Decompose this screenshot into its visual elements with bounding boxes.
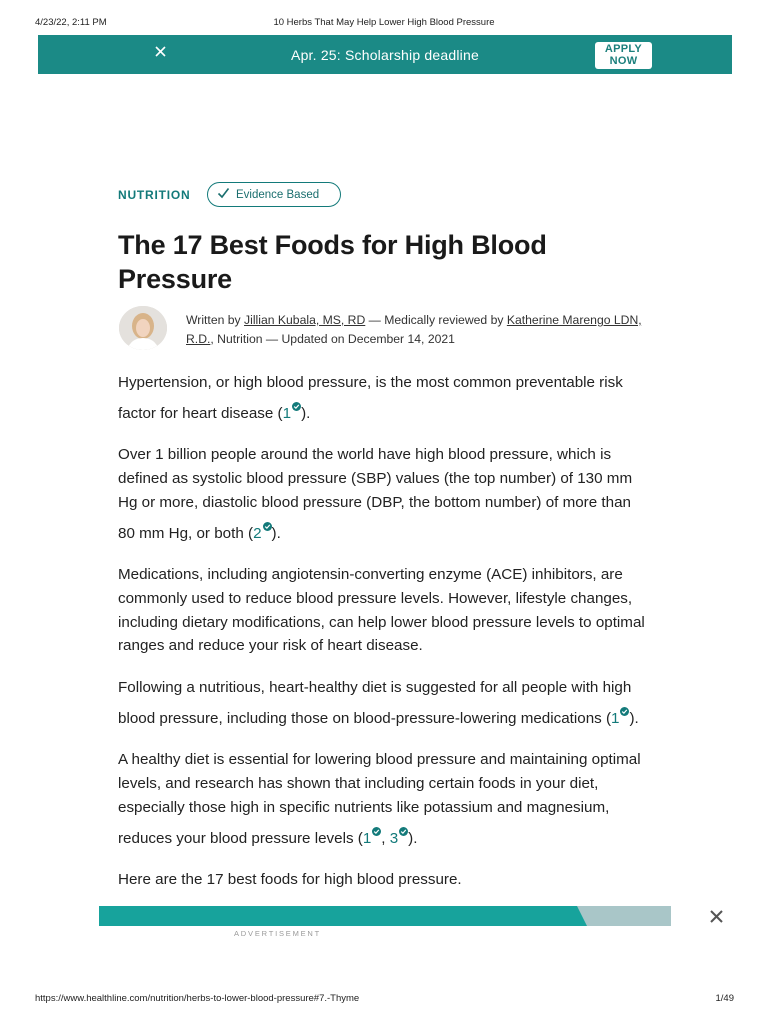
paragraph-text: ).	[408, 829, 418, 847]
citation-link[interactable]: 2	[253, 524, 262, 542]
verified-source-icon	[292, 395, 301, 404]
apply-now-button[interactable]	[595, 42, 652, 69]
paragraph-text: ).	[629, 709, 639, 727]
print-header	[0, 17, 768, 31]
apply-button-line1: APPLY	[604, 43, 643, 55]
byline-written-by: Written by	[186, 313, 241, 327]
evidence-based-badge[interactable]	[207, 182, 341, 207]
citation-link[interactable]: 3	[389, 829, 399, 847]
byline	[186, 311, 656, 349]
paragraph-text: Following a nutritious, heart-healthy diet is suggested for all people with high blood pressure, including those on blood-pressure-lowering medications (	[118, 679, 632, 727]
paragraph-6: Here are the 17 best foods for high blood pressure.	[118, 871, 462, 889]
paragraph-text: A healthy diet is essential for lowering blood pressure and maintaining optimal levels, and research has shown that including certain foods in your diet, especially those high in specific nutrients like potassium and magnesium, reduces your blood pressure levels (	[118, 751, 641, 847]
print-footer	[0, 993, 768, 1007]
advertisement-banner[interactable]	[99, 906, 671, 926]
print-datetime: 4/23/22, 2:11 PM	[35, 17, 107, 28]
byline-reviewed-by: — Medically reviewed by	[365, 313, 507, 327]
paragraph-text: ).	[301, 404, 311, 422]
article-title: The 17 Best Foods for High Blood Pressure	[118, 230, 547, 294]
scholarship-banner	[38, 35, 732, 74]
article-body	[118, 371, 648, 910]
paragraph-text: ).	[271, 524, 281, 542]
category-link[interactable]: NUTRITION	[118, 188, 191, 202]
apply-button-line2: NOW	[609, 54, 638, 67]
author-link[interactable]: Jillian Kubala, MS, RD	[244, 313, 366, 327]
verified-source-icon	[399, 820, 408, 829]
paragraph-5	[118, 748, 648, 850]
paragraph-2	[118, 443, 648, 545]
print-doc-title: 10 Herbs That May Help Lower High Blood Pressure	[273, 17, 495, 28]
paragraph-text: Over 1 billion people around the world have high blood pressure, which is defined as systolic blood pressure (SBP) values (the top number) of 130 mm Hg or more, diastolic blood pressure (DBP, the bottom number) of more than 80 mm Hg, or both (	[118, 446, 633, 542]
reviewer-link[interactable]: Katherine Marengo LDN, R.D.	[186, 313, 642, 346]
author-avatar	[119, 306, 167, 350]
citation-link[interactable]: 1	[611, 709, 620, 727]
paragraph-text: ,	[381, 829, 390, 847]
verified-source-icon	[372, 820, 381, 829]
citation-link[interactable]: 1	[282, 404, 292, 422]
advertisement-label: ADVERTISEMENT	[234, 929, 322, 938]
banner-text: Apr. 25: Scholarship deadline	[291, 47, 479, 63]
ad-close-icon[interactable]	[708, 908, 726, 926]
verified-source-icon	[620, 700, 629, 709]
print-url: https://www.healthline.com/nutrition/herbs-to-lower-blood-pressure#7.-Thyme	[35, 993, 360, 1004]
paragraph-4	[118, 676, 648, 730]
byline-rest: , Nutrition — Updated on December 14, 2021	[210, 332, 455, 346]
print-page-number: 1/49	[715, 993, 734, 1004]
citation-link[interactable]: 1	[362, 829, 372, 847]
verified-source-icon	[263, 515, 272, 524]
checkmark-icon	[217, 187, 230, 202]
paragraph-3: Medications, including angiotensin-converting enzyme (ACE) inhibitors, are commonly used to reduce blood pressure levels. However, lifestyle changes, including dietary modifications, can help lower blood pressure levels to optimal ranges and reduce your risk of heart disease.	[118, 566, 645, 655]
paragraph-text: Hypertension, or high blood pressure, is the most common preventable risk factor for heart disease (	[118, 374, 623, 422]
evidence-badge-label: Evidence Based	[236, 188, 320, 201]
paragraph-1	[118, 371, 648, 425]
